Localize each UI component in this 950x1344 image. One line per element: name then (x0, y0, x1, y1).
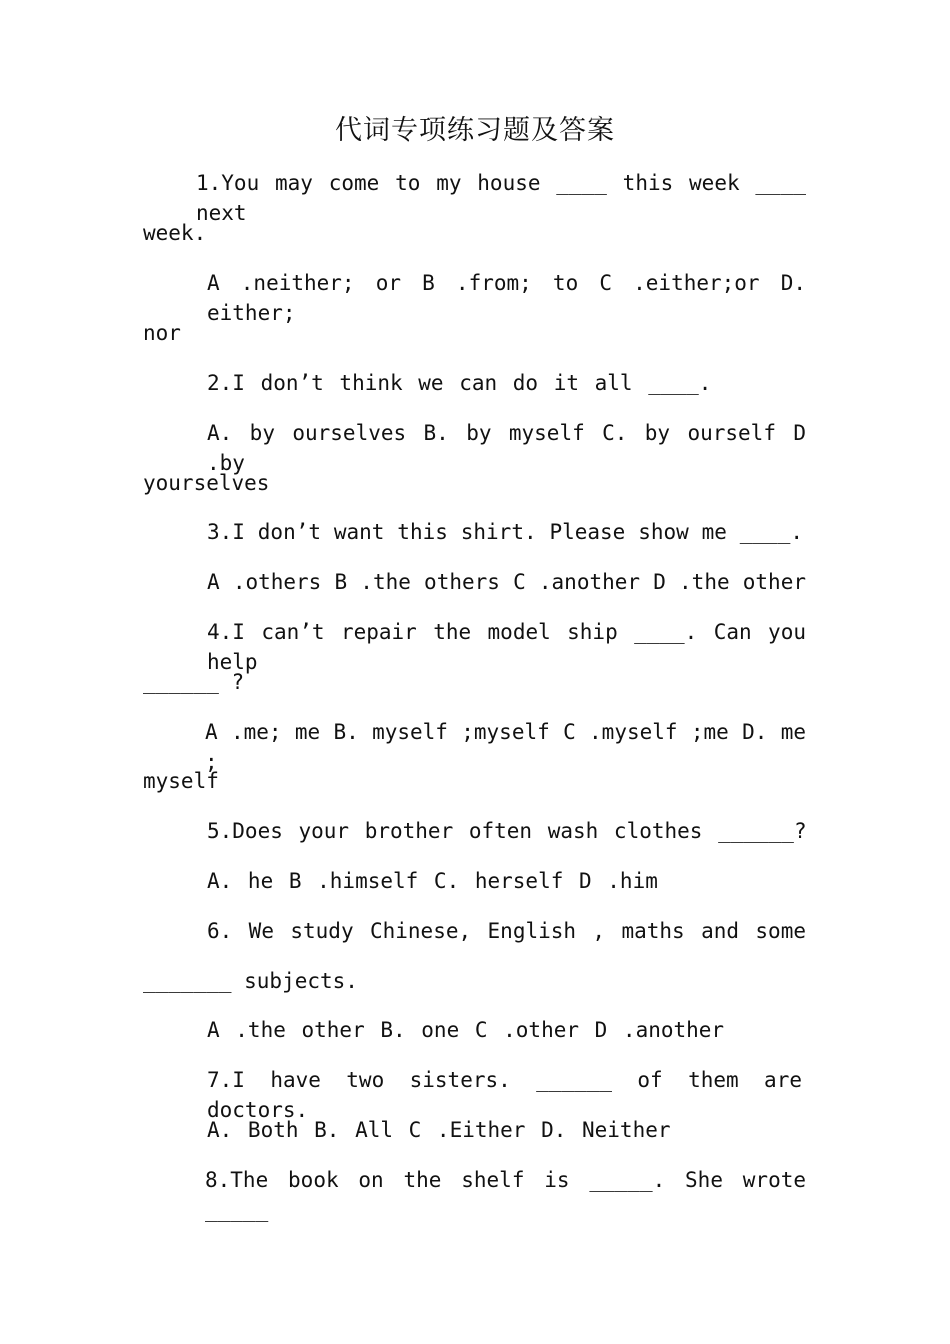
question-4-options-line-1: A .me; me B. myself ;myself C .myself ;me D. me ; (205, 720, 806, 774)
question-1-line-2: week. (143, 221, 207, 245)
question-8-line: 8.The book on the shelf is _____. She wrote _____ (205, 1168, 806, 1222)
question-2-options-line-2: yourselves (143, 471, 270, 495)
question-6-line-1: 6. We study Chinese, English , maths and some (207, 919, 806, 943)
question-1-options-line-2: nor (143, 321, 181, 345)
question-6-options: A .the other B. one C .other D .another (207, 1018, 725, 1042)
question-7-line: 7.I have two sisters. ______ of them are doctors. (207, 1068, 802, 1122)
question-7-options: A. Both B. All C .Either D. Neither (207, 1118, 671, 1142)
question-4-options-line-2: myself (143, 769, 219, 793)
question-5-options: A. he B .himself C. herself D .him (207, 869, 658, 893)
question-4-line-1: 4.I can’t repair the model ship ____. Can you help (207, 620, 806, 674)
question-6-line-2: _______ subjects. (143, 969, 358, 993)
document-title: 代词专项练习题及答案 (335, 115, 615, 146)
question-5-line: 5.Does your brother often wash clothes ______? (207, 819, 807, 843)
question-4-line-2: ______ ? (143, 670, 245, 694)
question-3-line: 3.I don’t want this shirt. Please show me ____. (207, 520, 803, 544)
question-2-options-line-1: A. by ourselves B. by myself C. by ourself D .by (207, 421, 806, 475)
question-1-options-line-1: A .neither; or B .from; to C .either;or D. either; (207, 271, 806, 325)
question-2-line: 2.I don’t think we can do it all ____. (207, 371, 712, 395)
question-1-line-1: 1.You may come to my house ____ this week ____ next (196, 171, 806, 225)
question-3-options: A .others B .the others C .another D .the other (207, 570, 806, 594)
